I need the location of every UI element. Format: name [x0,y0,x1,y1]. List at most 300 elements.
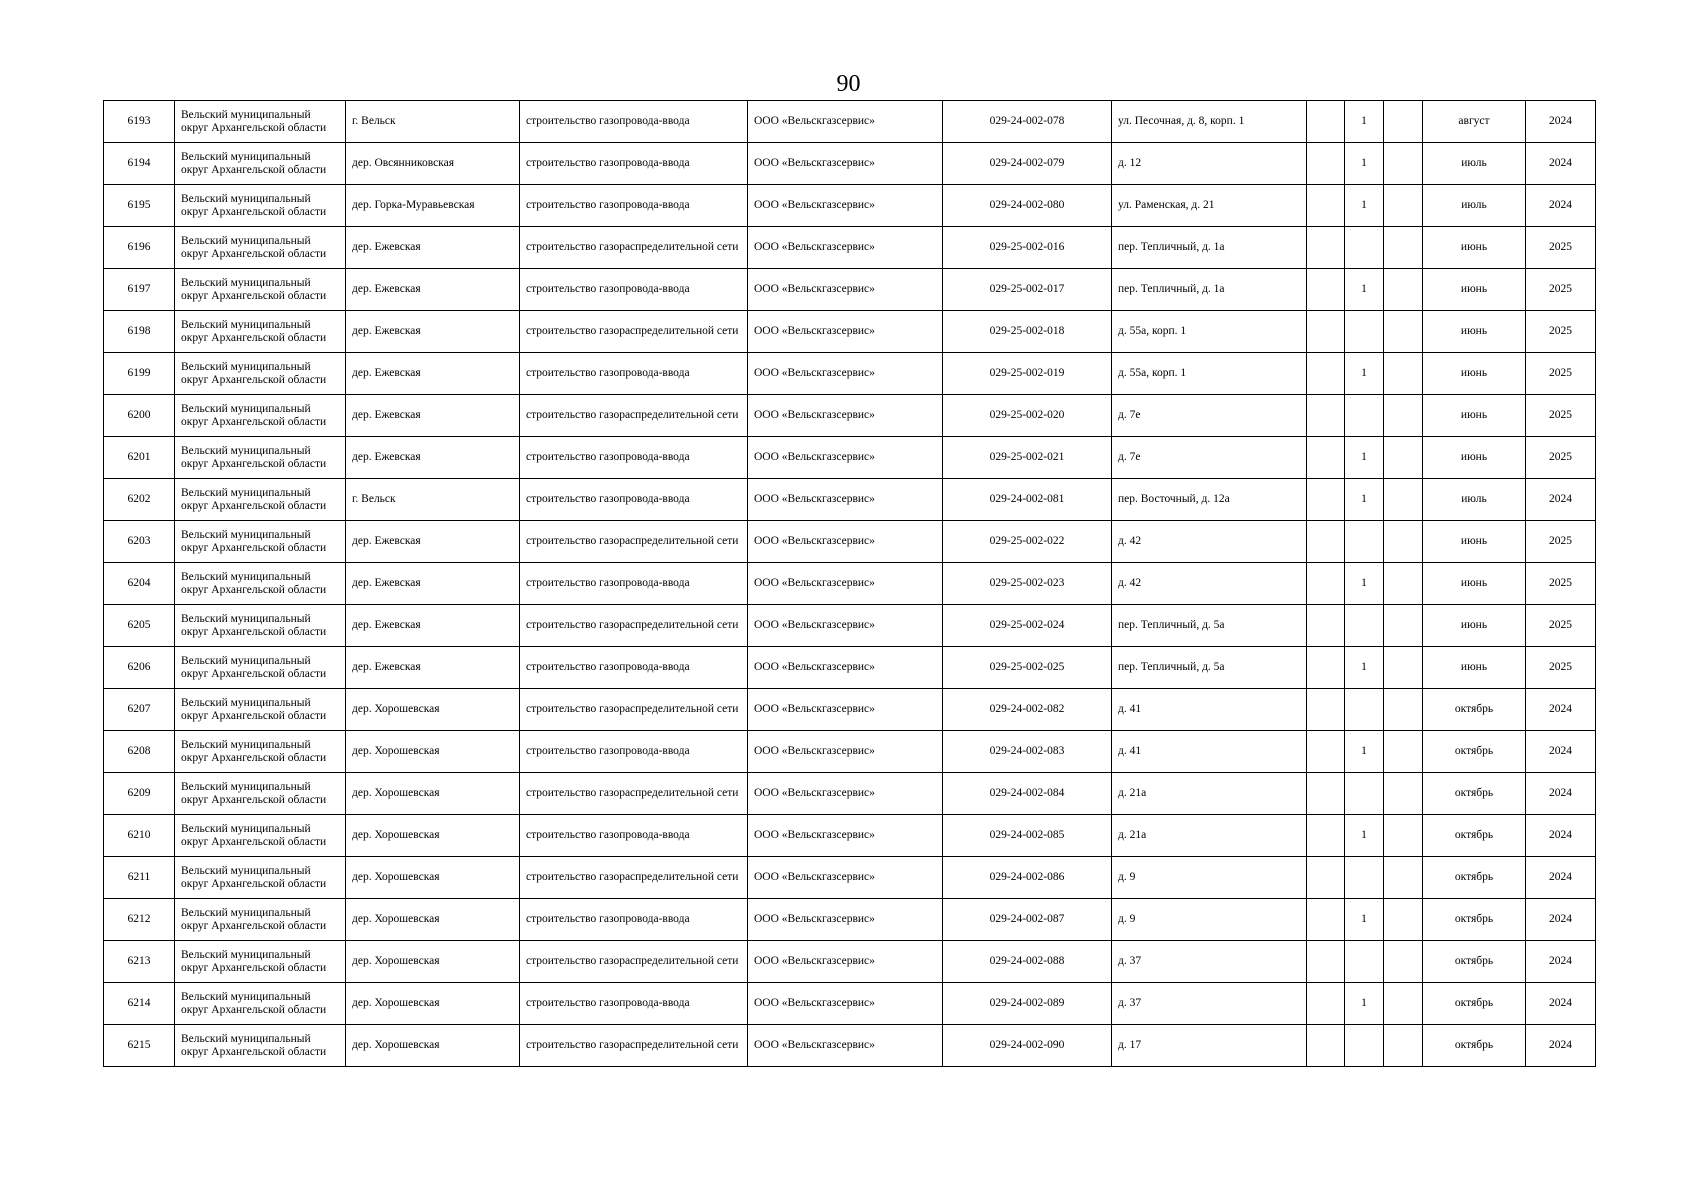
work-type-cell: строительство газораспределительной сети [520,773,748,815]
district-cell: Вельский муниципальный округ Архангельской области [175,1025,346,1067]
quantity-cell [1345,689,1384,731]
object-code-cell: 029-24-002-089 [943,983,1112,1025]
table-row [104,647,1596,689]
locality-cell: дер. Ежевская [346,521,520,563]
year-cell: 2025 [1526,395,1596,437]
object-code-cell: 029-25-002-025 [943,647,1112,689]
object-code-cell: 029-25-002-024 [943,605,1112,647]
row-number-cell: 6206 [104,647,175,689]
organization-cell: ООО «Вельскгазсервис» [748,899,943,941]
organization-cell: ООО «Вельскгазсервис» [748,437,943,479]
empty-cell [1307,143,1345,185]
row-number-cell: 6199 [104,353,175,395]
month-cell: июнь [1423,311,1526,353]
work-type-cell: строительство газопровода-ввода [520,899,748,941]
object-code-cell: 029-24-002-088 [943,941,1112,983]
quantity-cell: 1 [1345,563,1384,605]
empty-cell [1384,941,1423,983]
row-number-cell: 6210 [104,815,175,857]
year-cell: 2024 [1526,941,1596,983]
empty-cell [1307,899,1345,941]
empty-cell [1307,563,1345,605]
locality-cell: дер. Хорошевская [346,815,520,857]
work-type-cell: строительство газопровода-ввода [520,437,748,479]
year-cell: 2024 [1526,731,1596,773]
district-cell: Вельский муниципальный округ Архангельской области [175,185,346,227]
work-type-cell: строительство газопровода-ввода [520,815,748,857]
address-cell: д. 9 [1112,857,1307,899]
locality-cell: дер. Хорошевская [346,773,520,815]
row-number-cell: 6193 [104,101,175,143]
empty-cell [1307,1025,1345,1067]
district-cell: Вельский муниципальный округ Архангельской области [175,941,346,983]
empty-cell [1307,269,1345,311]
district-cell: Вельский муниципальный округ Архангельской области [175,899,346,941]
organization-cell: ООО «Вельскгазсервис» [748,647,943,689]
locality-cell: дер. Хорошевская [346,689,520,731]
empty-cell [1384,857,1423,899]
quantity-cell: 1 [1345,983,1384,1025]
table-row [104,815,1596,857]
month-cell: июль [1423,185,1526,227]
address-cell: пер. Тепличный, д. 5а [1112,605,1307,647]
empty-cell [1384,563,1423,605]
row-number-cell: 6208 [104,731,175,773]
work-type-cell: строительство газопровода-ввода [520,563,748,605]
organization-cell: ООО «Вельскгазсервис» [748,941,943,983]
row-number-cell: 6207 [104,689,175,731]
object-code-cell: 029-24-002-078 [943,101,1112,143]
empty-cell [1307,311,1345,353]
organization-cell: ООО «Вельскгазсервис» [748,185,943,227]
table-row [104,101,1596,143]
work-type-cell: строительство газопровода-ввода [520,185,748,227]
year-cell: 2025 [1526,269,1596,311]
address-cell: д. 41 [1112,731,1307,773]
empty-cell [1384,773,1423,815]
year-cell: 2024 [1526,983,1596,1025]
quantity-cell [1345,857,1384,899]
table-row [104,899,1596,941]
quantity-cell: 1 [1345,899,1384,941]
address-cell: пер. Тепличный, д. 1а [1112,269,1307,311]
quantity-cell [1345,773,1384,815]
organization-cell: ООО «Вельскгазсервис» [748,353,943,395]
work-type-cell: строительство газораспределительной сети [520,311,748,353]
address-cell: пер. Тепличный, д. 5а [1112,647,1307,689]
organization-cell: ООО «Вельскгазсервис» [748,101,943,143]
year-cell: 2024 [1526,479,1596,521]
organization-cell: ООО «Вельскгазсервис» [748,857,943,899]
empty-cell [1307,479,1345,521]
table-row [104,731,1596,773]
row-number-cell: 6202 [104,479,175,521]
registry-table [103,100,1596,1067]
object-code-cell: 029-25-002-022 [943,521,1112,563]
month-cell: октябрь [1423,731,1526,773]
organization-cell: ООО «Вельскгазсервис» [748,395,943,437]
district-cell: Вельский муниципальный округ Архангельской области [175,773,346,815]
month-cell: июнь [1423,437,1526,479]
year-cell: 2025 [1526,437,1596,479]
work-type-cell: строительство газораспределительной сети [520,605,748,647]
year-cell: 2025 [1526,353,1596,395]
quantity-cell [1345,395,1384,437]
quantity-cell: 1 [1345,437,1384,479]
quantity-cell [1345,227,1384,269]
organization-cell: ООО «Вельскгазсервис» [748,479,943,521]
row-number-cell: 6211 [104,857,175,899]
quantity-cell: 1 [1345,185,1384,227]
work-type-cell: строительство газопровода-ввода [520,983,748,1025]
work-type-cell: строительство газораспределительной сети [520,521,748,563]
address-cell: д. 55а, корп. 1 [1112,311,1307,353]
row-number-cell: 6204 [104,563,175,605]
empty-cell [1307,773,1345,815]
address-cell: пер. Тепличный, д. 1а [1112,227,1307,269]
empty-cell [1307,395,1345,437]
quantity-cell [1345,605,1384,647]
row-number-cell: 6201 [104,437,175,479]
locality-cell: дер. Ежевская [346,353,520,395]
month-cell: июнь [1423,563,1526,605]
row-number-cell: 6213 [104,941,175,983]
object-code-cell: 029-24-002-080 [943,185,1112,227]
row-number-cell: 6196 [104,227,175,269]
row-number-cell: 6200 [104,395,175,437]
work-type-cell: строительство газораспределительной сети [520,857,748,899]
object-code-cell: 029-25-002-017 [943,269,1112,311]
empty-cell [1307,605,1345,647]
year-cell: 2024 [1526,185,1596,227]
locality-cell: г. Вельск [346,479,520,521]
object-code-cell: 029-25-002-019 [943,353,1112,395]
work-type-cell: строительство газопровода-ввода [520,269,748,311]
empty-cell [1384,731,1423,773]
district-cell: Вельский муниципальный округ Архангельской области [175,731,346,773]
organization-cell: ООО «Вельскгазсервис» [748,563,943,605]
district-cell: Вельский муниципальный округ Архангельской области [175,311,346,353]
empty-cell [1384,983,1423,1025]
table-row [104,269,1596,311]
address-cell: д. 12 [1112,143,1307,185]
quantity-cell: 1 [1345,815,1384,857]
object-code-cell: 029-24-002-085 [943,815,1112,857]
year-cell: 2024 [1526,101,1596,143]
page-number: 90 [836,71,861,97]
address-cell: д. 37 [1112,941,1307,983]
table-row [104,521,1596,563]
year-cell: 2025 [1526,605,1596,647]
district-cell: Вельский муниципальный округ Архангельской области [175,983,346,1025]
empty-cell [1384,521,1423,563]
year-cell: 2024 [1526,899,1596,941]
empty-cell [1384,815,1423,857]
address-cell: д. 41 [1112,689,1307,731]
empty-cell [1307,941,1345,983]
month-cell: октябрь [1423,941,1526,983]
address-cell: д. 9 [1112,899,1307,941]
month-cell: октябрь [1423,983,1526,1025]
row-number-cell: 6212 [104,899,175,941]
address-cell: д. 21а [1112,773,1307,815]
organization-cell: ООО «Вельскгазсервис» [748,227,943,269]
address-cell: д. 37 [1112,983,1307,1025]
address-cell: д. 7е [1112,437,1307,479]
quantity-cell: 1 [1345,101,1384,143]
empty-cell [1307,815,1345,857]
table-row [104,689,1596,731]
table-row [104,1025,1596,1067]
month-cell: август [1423,101,1526,143]
address-cell: ул. Раменская, д. 21 [1112,185,1307,227]
empty-cell [1384,185,1423,227]
row-number-cell: 6198 [104,311,175,353]
empty-cell [1384,899,1423,941]
district-cell: Вельский муниципальный округ Архангельской области [175,479,346,521]
district-cell: Вельский муниципальный округ Архангельской области [175,143,346,185]
empty-cell [1307,353,1345,395]
address-cell: ул. Песочная, д. 8, корп. 1 [1112,101,1307,143]
row-number-cell: 6195 [104,185,175,227]
object-code-cell: 029-24-002-087 [943,899,1112,941]
district-cell: Вельский муниципальный округ Архангельской области [175,437,346,479]
address-cell: д. 55а, корп. 1 [1112,353,1307,395]
empty-cell [1384,479,1423,521]
address-cell: пер. Восточный, д. 12а [1112,479,1307,521]
month-cell: июль [1423,143,1526,185]
district-cell: Вельский муниципальный округ Архангельской области [175,563,346,605]
table-row [104,395,1596,437]
address-cell: д. 21а [1112,815,1307,857]
row-number-cell: 6209 [104,773,175,815]
empty-cell [1384,143,1423,185]
month-cell: июнь [1423,605,1526,647]
empty-cell [1384,227,1423,269]
table-row [104,983,1596,1025]
table-row [104,941,1596,983]
table-row [104,563,1596,605]
work-type-cell: строительство газораспределительной сети [520,689,748,731]
work-type-cell: строительство газораспределительной сети [520,227,748,269]
empty-cell [1384,437,1423,479]
work-type-cell: строительство газораспределительной сети [520,941,748,983]
empty-cell [1384,353,1423,395]
month-cell: октябрь [1423,857,1526,899]
work-type-cell: строительство газопровода-ввода [520,101,748,143]
address-cell: д. 42 [1112,521,1307,563]
locality-cell: дер. Ежевская [346,269,520,311]
object-code-cell: 029-25-002-018 [943,311,1112,353]
month-cell: октябрь [1423,815,1526,857]
year-cell: 2025 [1526,563,1596,605]
empty-cell [1384,1025,1423,1067]
organization-cell: ООО «Вельскгазсервис» [748,143,943,185]
year-cell: 2025 [1526,311,1596,353]
month-cell: октябрь [1423,773,1526,815]
organization-cell: ООО «Вельскгазсервис» [748,689,943,731]
locality-cell: дер. Хорошевская [346,731,520,773]
locality-cell: дер. Ежевская [346,395,520,437]
address-cell: д. 42 [1112,563,1307,605]
empty-cell [1307,857,1345,899]
district-cell: Вельский муниципальный округ Архангельской области [175,605,346,647]
table-row [104,437,1596,479]
work-type-cell: строительство газопровода-ввода [520,353,748,395]
object-code-cell: 029-25-002-023 [943,563,1112,605]
month-cell: октябрь [1423,689,1526,731]
empty-cell [1307,185,1345,227]
locality-cell: дер. Хорошевская [346,899,520,941]
organization-cell: ООО «Вельскгазсервис» [748,815,943,857]
quantity-cell: 1 [1345,731,1384,773]
address-cell: д. 17 [1112,1025,1307,1067]
empty-cell [1307,731,1345,773]
month-cell: июнь [1423,227,1526,269]
empty-cell [1307,983,1345,1025]
empty-cell [1307,521,1345,563]
row-number-cell: 6194 [104,143,175,185]
object-code-cell: 029-25-002-020 [943,395,1112,437]
locality-cell: дер. Ежевская [346,647,520,689]
table-row [104,773,1596,815]
object-code-cell: 029-25-002-016 [943,227,1112,269]
month-cell: июнь [1423,353,1526,395]
registry-body [104,101,1596,1067]
district-cell: Вельский муниципальный округ Архангельской области [175,395,346,437]
district-cell: Вельский муниципальный округ Архангельской области [175,647,346,689]
object-code-cell: 029-24-002-086 [943,857,1112,899]
empty-cell [1307,437,1345,479]
quantity-cell [1345,1025,1384,1067]
empty-cell [1307,227,1345,269]
empty-cell [1307,647,1345,689]
empty-cell [1384,101,1423,143]
locality-cell: дер. Хорошевская [346,857,520,899]
organization-cell: ООО «Вельскгазсервис» [748,311,943,353]
table-row [104,143,1596,185]
work-type-cell: строительство газопровода-ввода [520,647,748,689]
object-code-cell: 029-24-002-083 [943,731,1112,773]
locality-cell: дер. Хорошевская [346,941,520,983]
year-cell: 2024 [1526,815,1596,857]
row-number-cell: 6214 [104,983,175,1025]
district-cell: Вельский муниципальный округ Архангельской области [175,269,346,311]
locality-cell: дер. Ежевская [346,311,520,353]
month-cell: июнь [1423,269,1526,311]
month-cell: июль [1423,479,1526,521]
object-code-cell: 029-24-002-081 [943,479,1112,521]
organization-cell: ООО «Вельскгазсервис» [748,605,943,647]
locality-cell: дер. Горка-Муравьевская [346,185,520,227]
quantity-cell: 1 [1345,647,1384,689]
quantity-cell [1345,521,1384,563]
row-number-cell: 6215 [104,1025,175,1067]
quantity-cell: 1 [1345,143,1384,185]
object-code-cell: 029-24-002-079 [943,143,1112,185]
work-type-cell: строительство газопровода-ввода [520,143,748,185]
organization-cell: ООО «Вельскгазсервис» [748,983,943,1025]
quantity-cell [1345,311,1384,353]
empty-cell [1307,101,1345,143]
quantity-cell: 1 [1345,269,1384,311]
table-row [104,227,1596,269]
row-number-cell: 6197 [104,269,175,311]
year-cell: 2024 [1526,857,1596,899]
month-cell: июнь [1423,521,1526,563]
address-cell: д. 7е [1112,395,1307,437]
quantity-cell: 1 [1345,353,1384,395]
table-row [104,605,1596,647]
work-type-cell: строительство газораспределительной сети [520,395,748,437]
year-cell: 2025 [1526,647,1596,689]
empty-cell [1384,647,1423,689]
month-cell: июнь [1423,395,1526,437]
locality-cell: дер. Ежевская [346,605,520,647]
locality-cell: дер. Хорошевская [346,1025,520,1067]
district-cell: Вельский муниципальный округ Архангельской области [175,353,346,395]
row-number-cell: 6205 [104,605,175,647]
year-cell: 2025 [1526,521,1596,563]
empty-cell [1307,689,1345,731]
year-cell: 2024 [1526,689,1596,731]
table-row [104,353,1596,395]
organization-cell: ООО «Вельскгазсервис» [748,1025,943,1067]
row-number-cell: 6203 [104,521,175,563]
district-cell: Вельский муниципальный округ Архангельской области [175,857,346,899]
month-cell: октябрь [1423,1025,1526,1067]
locality-cell: дер. Овсянниковская [346,143,520,185]
district-cell: Вельский муниципальный округ Архангельской области [175,689,346,731]
district-cell: Вельский муниципальный округ Архангельской области [175,227,346,269]
locality-cell: дер. Ежевская [346,437,520,479]
organization-cell: ООО «Вельскгазсервис» [748,269,943,311]
empty-cell [1384,395,1423,437]
district-cell: Вельский муниципальный округ Архангельской области [175,521,346,563]
year-cell: 2024 [1526,773,1596,815]
quantity-cell [1345,941,1384,983]
month-cell: октябрь [1423,899,1526,941]
object-code-cell: 029-24-002-082 [943,689,1112,731]
work-type-cell: строительство газопровода-ввода [520,479,748,521]
empty-cell [1384,269,1423,311]
month-cell: июнь [1423,647,1526,689]
organization-cell: ООО «Вельскгазсервис» [748,773,943,815]
table-row [104,857,1596,899]
object-code-cell: 029-24-002-090 [943,1025,1112,1067]
locality-cell: дер. Ежевская [346,227,520,269]
organization-cell: ООО «Вельскгазсервис» [748,521,943,563]
object-code-cell: 029-24-002-084 [943,773,1112,815]
work-type-cell: строительство газораспределительной сети [520,1025,748,1067]
object-code-cell: 029-25-002-021 [943,437,1112,479]
locality-cell: дер. Ежевская [346,563,520,605]
locality-cell: г. Вельск [346,101,520,143]
year-cell: 2025 [1526,227,1596,269]
work-type-cell: строительство газопровода-ввода [520,731,748,773]
quantity-cell: 1 [1345,479,1384,521]
year-cell: 2024 [1526,1025,1596,1067]
empty-cell [1384,311,1423,353]
table-row [104,311,1596,353]
table-row [104,185,1596,227]
empty-cell [1384,605,1423,647]
table-row [104,479,1596,521]
district-cell: Вельский муниципальный округ Архангельской области [175,815,346,857]
organization-cell: ООО «Вельскгазсервис» [748,731,943,773]
year-cell: 2024 [1526,143,1596,185]
empty-cell [1384,689,1423,731]
